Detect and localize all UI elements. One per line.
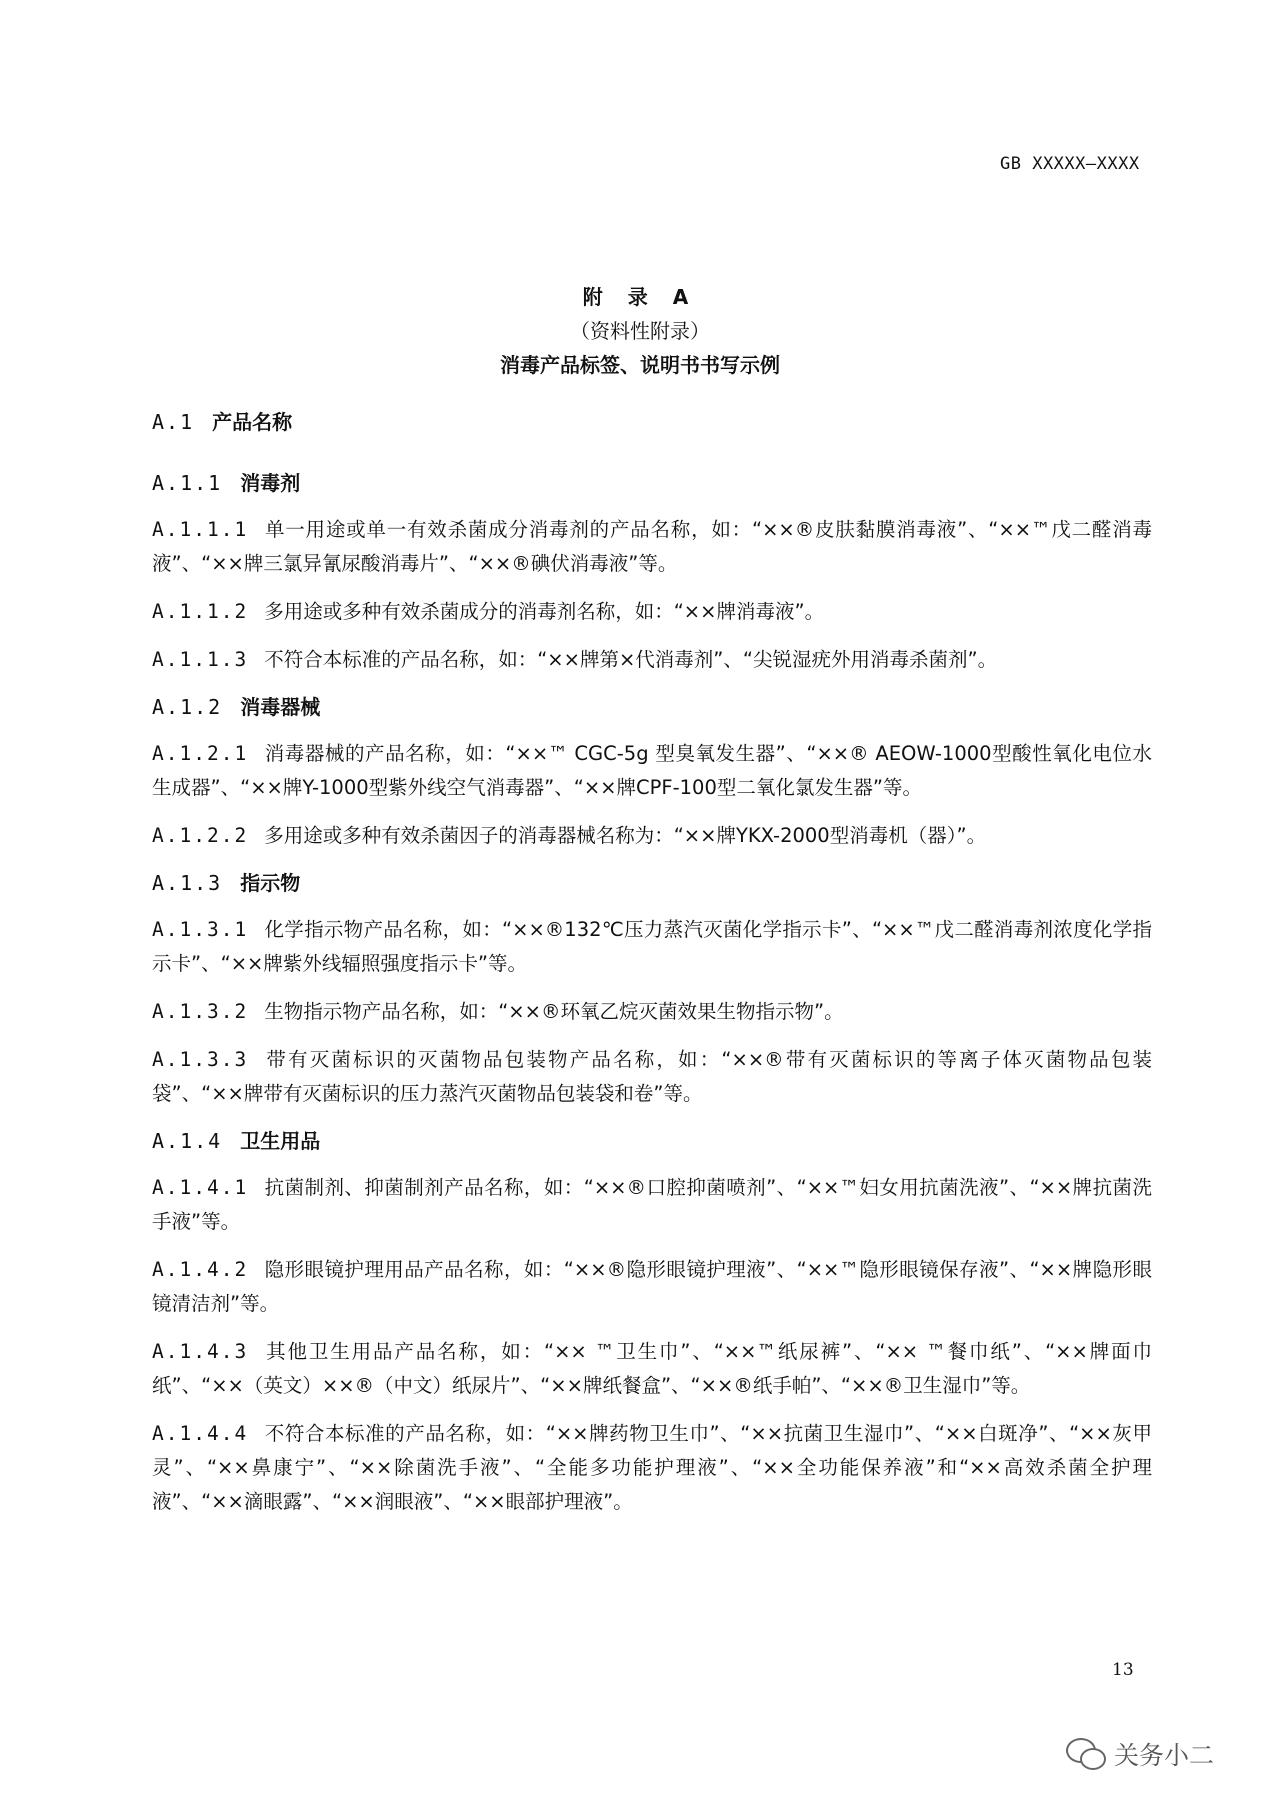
clause-number: A.1.4.1	[152, 1176, 249, 1199]
clause	[152, 1043, 1152, 1111]
clause-number: A.1.2.1	[152, 742, 249, 765]
appendix-heading	[0, 280, 1280, 382]
clause-text: 其他卫生用品产品名称，如：“×× ™卫生巾”、“××™纸尿裤”、“×× ™餐巾纸”、“××牌面巾纸”、“××（英文）××®（中文）纸尿片”、“××牌纸餐盒”、“××®纸手帕”、“××®卫生湿巾”等。	[152, 1340, 1152, 1397]
wechat-icon	[1066, 1738, 1106, 1770]
clause	[152, 513, 1152, 581]
subsection-heading	[152, 467, 1152, 499]
subsection-heading	[152, 691, 1152, 723]
clause-text: 抗菌制剂、抑菌制剂产品名称，如：“××®口腔抑菌喷剂”、“××™妇女用抗菌洗液”、“××牌抗菌洗手液”等。	[152, 1176, 1152, 1233]
clause	[152, 1253, 1152, 1321]
clause	[152, 643, 1152, 677]
clause-number: A.1.3.3	[152, 1048, 249, 1071]
clause-text: 隐形眼镜护理用品产品名称，如：“××®隐形眼镜护理液”、“××™隐形眼镜保存液”、“××牌隐形眼镜清洁剂”等。	[152, 1258, 1152, 1315]
appendix-type: （资料性附录）	[570, 319, 710, 343]
clause	[152, 737, 1152, 805]
clause-text: 多用途或多种有效杀菌成分的消毒剂名称，如：“××牌消毒液”。	[264, 600, 825, 623]
appendix-label: 附 录 A	[582, 285, 698, 309]
clause	[152, 1335, 1152, 1403]
section-heading	[152, 406, 1152, 438]
clause	[152, 1417, 1152, 1519]
subsection-number: A.1.2	[152, 695, 223, 719]
clause-text: 化学指示物产品名称，如：“××®132℃压力蒸汽灭菌化学指示卡”、“××™戊二醛消毒剂浓度化学指示卡”、“××牌紫外线辐照强度指示卡”等。	[152, 918, 1152, 975]
clause-number: A.1.3.2	[152, 1000, 249, 1023]
section-title: 产品名称	[212, 410, 293, 434]
clause-text: 不符合本标准的产品名称，如：“××牌药物卫生巾”、“××抗菌卫生湿巾”、“××白斑净”、“××灰甲灵”、“××鼻康宁”、“××除菌洗手液”、“全能多功能护理液”、“××全功能保养液”和“××高效杀菌全护理液”、“××滴眼露”、“××润眼液”、“××眼部护理液”。	[152, 1422, 1152, 1513]
clause	[152, 913, 1152, 981]
clause-number: A.1.1.2	[152, 600, 249, 623]
clause-text: 生物指示物产品名称，如：“××®环氧乙烷灭菌效果生物指示物”。	[264, 1000, 844, 1023]
watermark-text: 关务小二	[1114, 1741, 1215, 1770]
clause	[152, 1171, 1152, 1239]
subsection-heading	[152, 867, 1152, 899]
subsection-title: 消毒器械	[240, 695, 321, 719]
page-number: 13	[1112, 1660, 1134, 1680]
document-body	[152, 406, 1152, 1533]
subsection-title: 消毒剂	[240, 471, 301, 495]
clause-text: 消毒器械的产品名称，如：“××™ CGC-5g 型臭氧发生器”、“××® AEOW-1000型酸性氧化电位水生成器”、“××牌Y-1000型紫外线空气消毒器”、“××牌CPF-100型二氧化氯发生器”等。	[152, 742, 1152, 799]
clause-text: 单一用途或单一有效杀菌成分消毒剂的产品名称，如：“××®皮肤黏膜消毒液”、“××™戊二醛消毒液”、“××牌三氯异氰尿酸消毒片”、“××®碘伏消毒液”等。	[152, 518, 1152, 575]
standard-code: GB XXXXX—XXXX	[1000, 154, 1140, 174]
clause-number: A.1.1.1	[152, 518, 249, 541]
subsection-title: 卫生用品	[240, 1129, 321, 1153]
clause-number: A.1.1.3	[152, 648, 249, 671]
section-number: A.1	[152, 410, 195, 434]
clause-number: A.1.2.2	[152, 824, 249, 847]
clause-text: 多用途或多种有效杀菌因子的消毒器械名称为：“××牌YKX-2000型消毒机（器）”。	[264, 824, 987, 847]
clause	[152, 995, 1152, 1029]
clause	[152, 819, 1152, 853]
watermark	[1066, 1736, 1214, 1772]
subsection-number: A.1.3	[152, 871, 223, 895]
clause-number: A.1.4.3	[152, 1340, 249, 1363]
clause	[152, 595, 1152, 629]
clause-text: 带有灭菌标识的灭菌物品包装物产品名称，如：“××®带有灭菌标识的等离子体灭菌物品包装袋”、“××牌带有灭菌标识的压力蒸汽灭菌物品包装袋和卷”等。	[152, 1048, 1152, 1105]
clause-text: 不符合本标准的产品名称，如：“××牌第×代消毒剂”、“尖锐湿疣外用消毒杀菌剂”。	[264, 648, 998, 671]
appendix-title: 消毒产品标签、说明书书写示例	[500, 353, 780, 377]
subsection-number: A.1.4	[152, 1129, 223, 1153]
subsection-heading	[152, 1125, 1152, 1157]
clause-number: A.1.3.1	[152, 918, 249, 941]
clause-number: A.1.4.4	[152, 1422, 249, 1445]
subsection-number: A.1.1	[152, 471, 223, 495]
subsection-title: 指示物	[240, 871, 301, 895]
clause-number: A.1.4.2	[152, 1258, 249, 1281]
